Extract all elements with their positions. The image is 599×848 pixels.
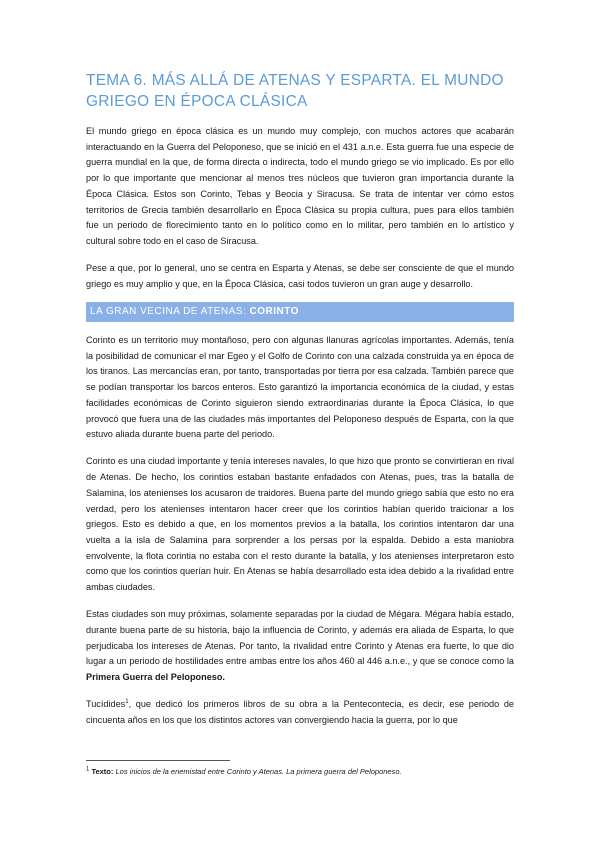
footnote-reference[interactable]: 1 <box>125 699 129 706</box>
footnote <box>86 766 516 777</box>
footnote-text: Los inicios de la enemistad entre Corinto y Atenas. La primera guerra del Peloponeso. <box>113 767 402 776</box>
corinto-paragraph-1: Corinto es un territorio muy montañoso, pero con algunas llanuras agrícolas importantes. Además, tenía la posibilidad de comunicar el mar Egeo y el Golfo de Corinto con una calzada construida ya en época de los tiranos. Las mercancías eran, por tanto, transportadas por tierra por esa calzada. También parece que se podían transportar los barcos enteros. Esto garantizó la importancia económica de la ciudad, y estas facilidades económicas de Corinto siguieron siendo extraordinarias durante la Época Clásica, lo que provocó que fuera una de las ciudades más importantes del Peloponeso después de Esparta, con la que estuvo aliada durante buena parte del periodo. <box>86 335 514 440</box>
footnote-label: Texto: <box>91 767 114 776</box>
footnote-number: 1 <box>86 766 90 773</box>
section-heading-corinto <box>86 302 514 322</box>
intro-paragraph-1: El mundo griego en época clásica es un mundo muy complejo, con muchos actores que acabarán interactuando en la Guerra del Peloponeso, que se inició en el 431 a.n.e. Esta guerra fue una especie de guerra mundial en la que, de forma directa o indirecta, todo el mundo griego se vio implicado. Es por ello por lo que importante que mencionar al menos tres núcleos que tuvieron gran importancia durante la Época Clásica. Estos son Corinto, Tebas y Beocia y Siracusa. Se trata de intentar ver cómo estos territorios de Grecia también desarrollarlo en Época Clásica su propia cultura, pues para ellos también fue un periodo de florecimiento tanto en lo político como en lo militar, pero también en lo artístico y cultural sobre todo en el caso de Siracusa. <box>86 126 514 246</box>
corinto-paragraph-3-bold: Primera Guerra del Peloponeso. <box>86 672 225 683</box>
corinto-paragraph-4-text: , que dedicó los primeros libros de su obra a la Pentecontecia, es decir, ese periodo de cincuenta años en los que los distintos actores van convergiendo hacia la guerra, por lo que <box>86 699 514 725</box>
corinto-paragraph-2: Corinto es una ciudad importante y tenía intereses navales, lo que hizo que pronto se convirtieran en rival de Atenas. De hecho, los corintios estaban bastante enfadados con Atenas, pues, tras la batalla de Salamina, los atenienses los acusaron de traidores. Buena parte del mundo griego sabía que esto no era verdad, pero los atenienses intentaron hacer creer que los corintios habían querido traicionar a los griegos. Esto es debido a que, en los momentos previos a la batalla, los corintios intentaron dar una vuelta a la isla de Salamina para sorprender a los persas por la espalda. Debido a esta maniobra envolvente, la flota corintia no estaba con el resto durante la batalla, y los atenienses interpretaron esto como que los corintios querían huir. En Atenas se había desarrollado esta idea debido a la rivalidad entre ambas ciudades. <box>86 456 514 593</box>
document-body <box>86 124 514 740</box>
footnote-divider <box>86 760 230 761</box>
corinto-paragraph-3 <box>86 607 514 686</box>
intro-paragraph-2: Pese a que, por lo general, uno se centra en Esparta y Atenas, se debe ser consciente de que el mundo griego es muy amplio y que, en la Época Clásica, casi todos tuvieron un gran auge y desarrollo. <box>86 263 514 289</box>
corinto-paragraph-4 <box>86 697 514 728</box>
section-heading-bold: CORINTO <box>249 306 299 318</box>
section-heading-label: LA GRAN VECINA DE ATENAS: <box>90 306 250 318</box>
corinto-paragraph-3-text: Estas ciudades son muy próximas, solamente separadas por la ciudad de Mégara. Mégara había estado, durante buena parte de su historia, bajo la influencia de Corinto, y además era aliada de Esparta, lo que perjudicaba los intereses de Atenas. Por tanto, la rivalidad entre Corinto y Atenas era fuerte, lo que dio lugar a un periodo de hostilidades entre ambas entre los años 460 al 446 a.n.e., y que se conoce como la <box>86 609 514 667</box>
corinto-paragraph-4-author: Tucídides <box>86 699 126 710</box>
page-title: TEMA 6. MÁS ALLÁ DE ATENAS Y ESPARTA. EL MUNDO GRIEGO EN ÉPOCA CLÁSICA <box>86 72 504 110</box>
